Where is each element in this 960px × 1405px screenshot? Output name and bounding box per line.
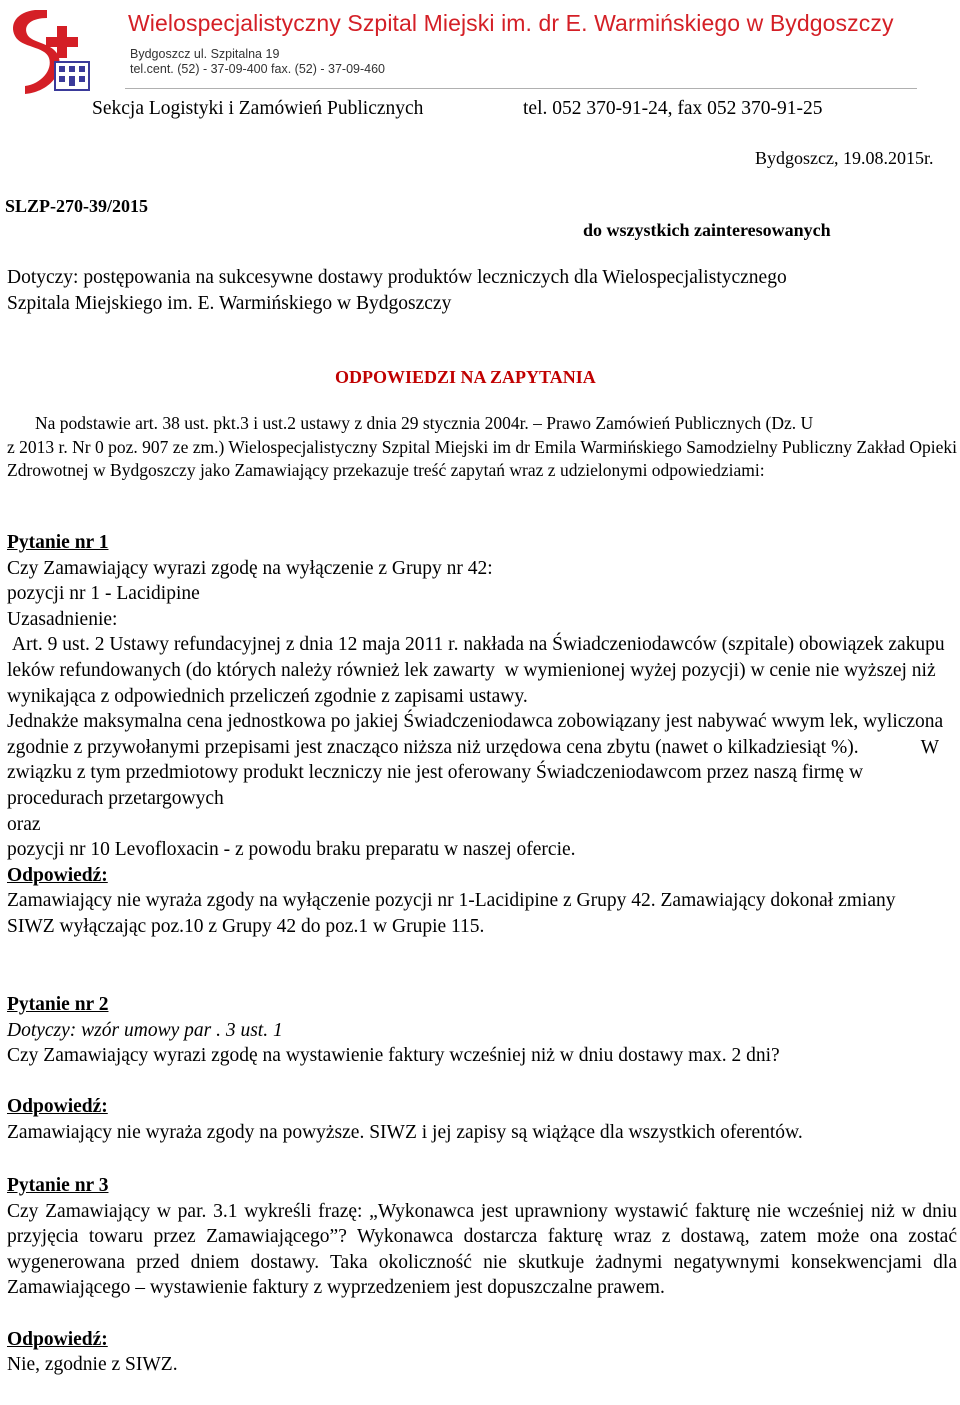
question-3-heading: Pytanie nr 3 xyxy=(7,1175,109,1196)
question-1-paragraph-2-text: Jednakże maksymalna cena jednostkowa po jakiej Świadczeniodawca zobowiązany jest nabywać wwym lek, wyliczona zgodnie z przywołanymi przepisami jest znacząco niższa niż urzędowa cena zbytu (nawet o kilkadziesiąt %). xyxy=(7,711,944,758)
question-1-position: pozycji nr 1 - Lacidipine xyxy=(7,583,200,605)
question-1-oraz: oraz xyxy=(7,813,41,835)
hospital-name: Wielospecjalistyczny Szpital Miejski im. dr E. Warmińskiego w Bydgoszczy xyxy=(128,10,894,36)
answer-2-heading: Odpowiedź: xyxy=(7,1096,108,1118)
letterhead xyxy=(0,0,960,100)
hospital-logo xyxy=(5,6,93,96)
intro-body xyxy=(7,436,957,482)
intro-line-1: Na podstawie art. 38 ust. pkt.3 i ust.2 ustawy z dnia 29 stycznia 2004r. – Prawo Zamówień Publicznych (Dz. U xyxy=(35,413,814,433)
question-1-block xyxy=(7,530,957,940)
question-1-justification-label: Uzasadnienie: xyxy=(7,608,118,630)
intro-paragraph: z 2013 r. Nr 0 poz. 907 ze zm.) Wielospecjalistyczny Szpital Miejski im dr Emila Warmińskiego Samodzielny Publiczny Zakład Opieki Zdrowotnej w Bydgoszczy jako Zamawiający przekazuje treść zapytań wraz z udzielonymi odpowiedziami: xyxy=(7,437,957,480)
question-3-block xyxy=(7,1173,957,1378)
question-1-heading: Pytanie nr 1 xyxy=(7,532,109,553)
subject-line-2: Szpitala Miejskiego im. E. Warmińskiego w Bydgoszczy xyxy=(7,293,452,314)
question-2-block xyxy=(7,992,957,1146)
answer-3-text: Nie, zgodnie z SIWZ. xyxy=(7,1354,178,1376)
question-1-paragraph-1: Art. 9 ust. 2 Ustawy refundacyjnej z dnia 12 maja 2011 r. nakłada na Świadczeniodawców (szpitale) obowiązek zakupu leków refundowanych (do których należy również lek zawarty w wymienionej wyżej pozycji) w cenie nie wyższej niż wynikająca z odpowiednich przeliczeń zgodnie z zapisami ustawy. xyxy=(7,634,950,707)
place-date: Bydgoszcz, 19.08.2015r. xyxy=(755,148,934,168)
reference-number: SLZP-270-39/2015 xyxy=(5,196,149,216)
question-2-regarding: Dotyczy: wzór umowy par . 3 ust. 1 xyxy=(7,1019,283,1041)
subject-line-1: Dotyczy: postępowania na sukcesywne dostawy produktów leczniczych dla Wielospecjalistycznego xyxy=(7,267,787,288)
spacer xyxy=(7,1069,957,1095)
header-divider xyxy=(125,88,917,89)
spacer xyxy=(7,1301,957,1327)
question-1-paragraph-2-end: W xyxy=(920,736,939,758)
hospital-contact: tel.cent. (52) - 37-09-400 fax. (52) - 37-09-460 xyxy=(130,62,385,76)
answer-3-heading: Odpowiedź: xyxy=(7,1328,108,1350)
question-3-text: Czy Zamawiający w par. 3.1 wykreśli frazę: „Wykonawca jest uprawniony wystawić fakturę nie wcześniej niż w dniu przyjęcia towaru przez Zamawiającego”? Wykonawca dostarcza fakturę wraz z dostawą, zatem może ona zostać wygenerowana przed dniem dostawy. Taka okoliczność nie skutkuje żadnymi negatywnymi konsekwencjami dla Zamawiającego – wystawienie faktury z wyprzedzeniem jest dopuszczalne prawem. xyxy=(7,1200,957,1299)
question-2-heading: Pytanie nr 2 xyxy=(7,994,109,1015)
document-title: ODPOWIEDZI NA ZAPYTANIA xyxy=(335,367,596,387)
answer-1-text: Zamawiający nie wyraża zgody na wyłączenie pozycji nr 1-Lacidipine z Grupy 42. Zamawiający dokonał zmiany SIWZ wyłączając poz.10 z Grupy 42 do poz.1 w Grupie 115. xyxy=(7,890,896,937)
recipient: do wszystkich zainteresowanych xyxy=(583,220,831,240)
answer-1-heading: Odpowiedź: xyxy=(7,864,108,886)
question-1-line: Czy Zamawiający wyrazi zgodę na wyłączenie z Grupy nr 42: xyxy=(7,557,493,579)
question-1-paragraph-2 xyxy=(7,709,957,760)
question-1-levofloxacin: pozycji nr 10 Levofloxacin - z powodu braku preparatu w naszej ofercie. xyxy=(7,839,576,861)
section-phone: tel. 052 370-91-24, fax 052 370-91-25 xyxy=(523,98,823,119)
question-2-text: Czy Zamawiający wyrazi zgodę na wystawienie faktury wcześniej niż w dniu dostawy max. 2 dni? xyxy=(7,1045,780,1067)
question-1-paragraph-3: związku z tym przedmiotowy produkt leczniczy nie jest oferowany Świadczeniodawcom przez naszą firmę w procedurach przetargowych xyxy=(7,762,864,809)
section-name: Sekcja Logistyki i Zamówień Publicznych xyxy=(92,98,424,119)
answer-2-text: Zamawiający nie wyraża zgody na powyższe. SIWZ i jej zapisy są wiążące dla wszystkich oferentów. xyxy=(7,1121,803,1143)
hospital-address: Bydgoszcz ul. Szpitalna 19 xyxy=(130,47,280,61)
